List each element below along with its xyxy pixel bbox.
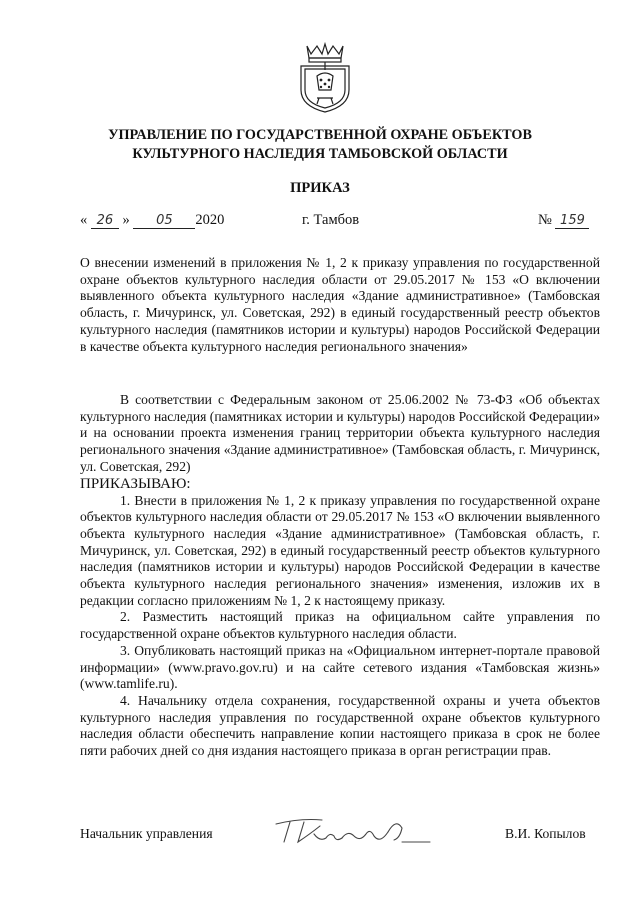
order-item-3: 3. Опубликовать настоящий приказ на «Официальном интернет-портале правовой информации» (www.pravo.gov.ru) и на сайте сетевого издания «Тамбовская жизнь» (www.tamlife.ru). (80, 642, 600, 692)
document-type: ПРИКАЗ (290, 180, 350, 196)
date-month: 05 (133, 214, 195, 229)
organization-name-line-1: УПРАВЛЕНИЕ ПО ГОСУДАРСТВЕННОЙ ОХРАНЕ ОБЪЕКТОВ (108, 127, 532, 143)
order-item-1: 1. Внести в приложения № 1, 2 к приказу управления по государственной охране объектов культурного наследия области от 29.05.2017 № 153 «О включении выявленного объекта культурного наследия «Здание административное» (Тамбовская область, г. Мичуринск, ул. Советская, 292) в единый государственный реестр объектов культурного наследия (памятников истории и культуры) народов Российской Федерации в качестве объекта культурного наследия регионального значения» изменения, изложив их в редакции согласно приложениям № 1, 2 к настоящему приказу. (80, 492, 600, 608)
order-item-2: 2. Разместить настоящий приказ на официальном сайте управления по государственной охране объектов культурного наследия области. (80, 609, 600, 642)
order-subject: О внесении изменений в приложения № 1, 2 к приказу управления по государственной охране объектов культурного наследия области от 29.05.2017 № 153 «О включении выявленного объекта культурного наследия «Здание административное» (Тамбовская область, г. Мичуринск, ул. Советская, 292) в единый государственный реестр объектов культурного наследия (памятников истории и культуры) народов Российской Федерации в качестве объекта культурного наследия регионального значения» (80, 255, 600, 354)
signer-name: В.И. Копылов (505, 826, 586, 841)
order-date (80, 212, 224, 229)
organization-name-line-2: КУЛЬТУРНОГО НАСЛЕДИЯ ТАМБОВСКОЙ ОБЛАСТИ (132, 146, 508, 162)
signer-position: Начальник управления (80, 826, 213, 841)
date-day: 26 (91, 214, 119, 229)
date-close-quote: » (122, 212, 130, 228)
order-item-4: 4. Начальнику отдела сохранения, государственной охраны и учета объектов культурного наследия управления по государственной охране объектов культурного наследия области обеспечить направление копии настоящего приказа в срок не более пяти рабочих дней со дня издания настоящего приказа в орган регистрации прав. (80, 692, 600, 759)
order-number-value: 159 (555, 214, 589, 229)
date-year: 2020 (195, 212, 225, 228)
order-body (80, 392, 600, 760)
preamble: В соответствии с Федеральным законом от 25.06.2002 № 73-ФЗ «Об объектах культурного наследия (памятниках истории и культуры) народов Российской Федерации» и на основании проекта изменения границ территории объекта культурного наследия регионального значения «Здание административное» (Тамбовская область, г. Мичуринск, ул. Советская, 292) (80, 392, 600, 474)
date-open-quote: « (80, 212, 88, 228)
order-city: г. Тамбов (302, 212, 360, 228)
organization-name (0, 126, 640, 164)
order-word: ПРИКАЗЫВАЮ: (80, 475, 191, 492)
coat-of-arms-icon (295, 40, 355, 114)
number-sign: № (538, 212, 552, 228)
order-number (538, 212, 589, 229)
signature-image (270, 808, 440, 852)
